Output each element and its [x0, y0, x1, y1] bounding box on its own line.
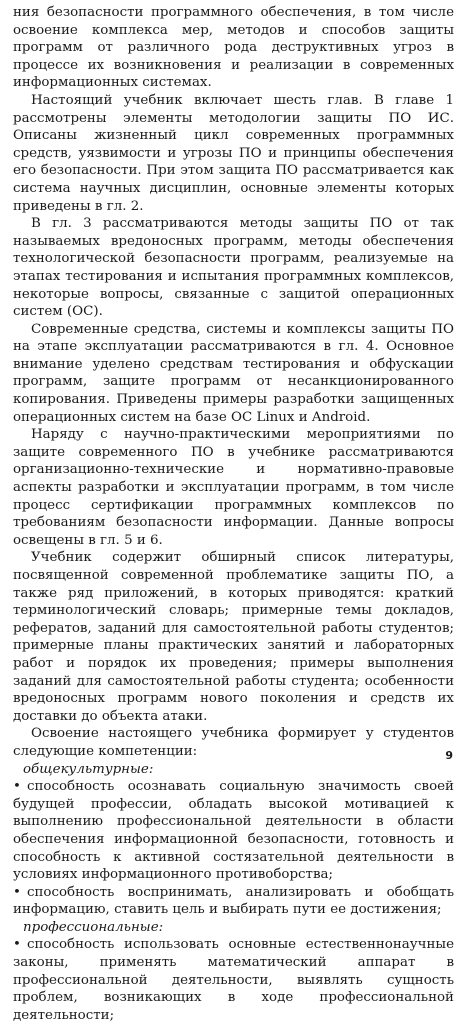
- paragraph: Учебник содержит обширный список литературы, посвященной современной проблематике защиты ПО, а также ряд приложений, в которых приводятся: краткий терминологический словарь; примерные темы докладов, рефератов, заданий для самостоятельной работы студентов; примерные планы практических занятий и лабораторных работ и порядок их проведения; примеры выполнения заданий для самостоятельной работы студента; особенности вредоносных программ нового поколения и средств их доставки до объекта атаки.: [13, 550, 454, 724]
- paragraph: Современные средства, системы и комплексы защиты ПО на этапе эксплуатации рассматриваются в гл. 4. Основное внимание уделено средствам тестирования и обфускации программ, защите программ от несанкционированного копирования. Приведены примеры разработки защищенных операционных систем на базе ОС Linux и Android.: [13, 321, 454, 425]
- paragraph: ния безопасности программного обеспечения, в том числе освоение комплекса мер, методов и способов защиты программ от различного рода деструктивных угроз в процессе их возникновения и реализации в современных информационных системах.: [13, 5, 454, 91]
- bullet-text: способность использовать основные естественнонаучные законы, применять математический аппарат в профессиональной деятельности, выявлять сущность проблем, возникающих в ходе профессиональной деятельности;: [13, 937, 454, 1023]
- competence-group-label: общекультурные:: [23, 761, 154, 777]
- paragraph: Наряду с научно-практическими мероприятиями по защите современного ПО в учебнике рассматриваются организационно-технические и нормативно-правовые аспекты разработки и эксплуатации программ, в том числе процесс сертификации программных комплексов по требованиям безопасности информации. Данные вопросы освещены в гл. 5 и 6.: [13, 427, 454, 548]
- page-body-text: [13, 4, 454, 1024]
- paragraph: Освоение настоящего учебника формирует у студентов следующие компетенции:: [13, 726, 454, 759]
- bullet-marker: •: [13, 937, 21, 953]
- paragraph: Настоящий учебник включает шесть глав. В главе 1 рассмотрены элементы методологии защиты ПО ИС. Описаны жизненный цикл современных программных средств, уязвимости и угрозы ПО и принципы обеспечения его безопасности. При этом защита ПО рассматривается как система научных дисциплин, основные элементы которых приведены в гл. 2.: [13, 92, 454, 214]
- bullet-item: [13, 884, 454, 919]
- competence-group-label: профессиональные:: [23, 919, 164, 935]
- bullet-text: способность воспринимать, анализировать и обобщать информацию, ставить цель и выбирать пути ее достижения;: [13, 884, 454, 918]
- bullet-text: способность осознавать социальную значимость своей будущей профессии, обладать высокой мотивацией к выполнению профессиональной деятельности в области обеспечения информационной безопасности, готовность и способность к активной состязательной деятельности в условиях информационного противоборства;: [13, 779, 454, 883]
- bullet-marker: •: [13, 779, 21, 795]
- paragraph: В гл. 3 рассматриваются методы защиты ПО от так называемых вредоносных программ, методы обеспечения технологической безопасности программ, реализуемые на этапах тестирования и испытания программных комплексов, некоторые вопросы, связанные с защитой операционных систем (ОС).: [13, 216, 454, 320]
- page-number: 9: [445, 749, 453, 762]
- bullet-marker: •: [13, 884, 21, 900]
- bullet-item: [13, 936, 454, 1024]
- bullet-item: [13, 778, 454, 884]
